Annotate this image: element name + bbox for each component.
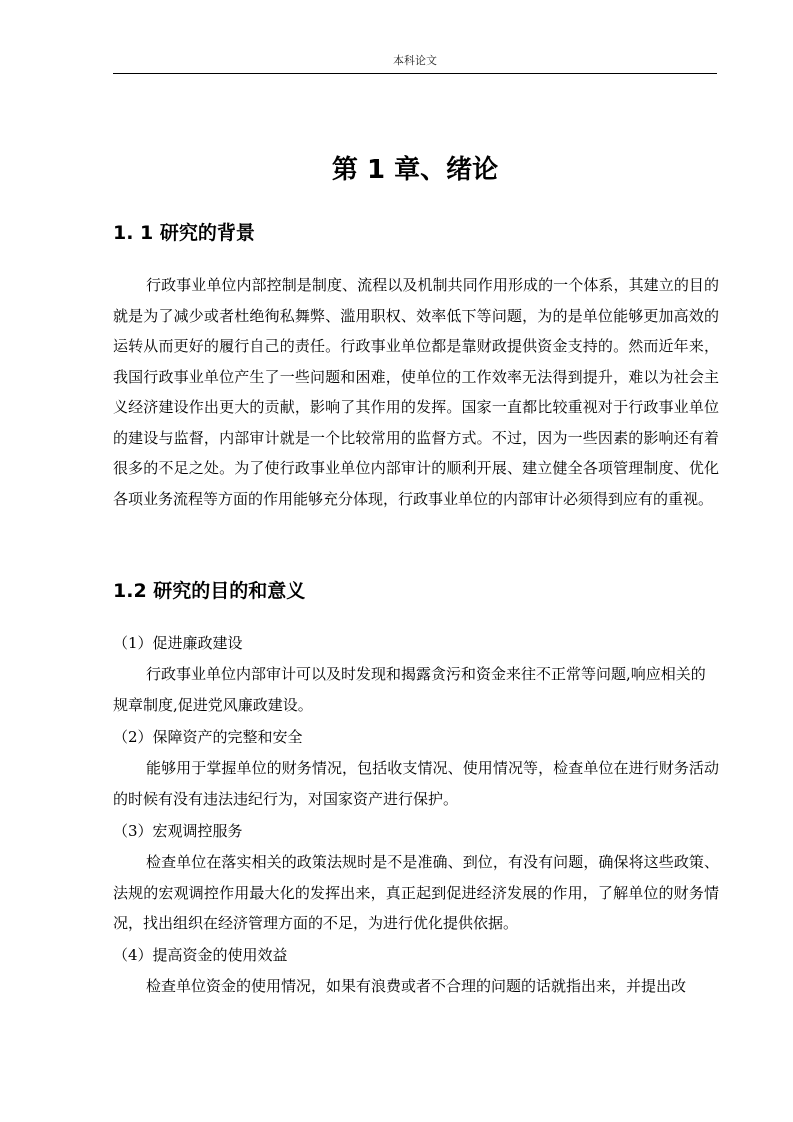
list-item-text-2: 能够用于掌握单位的财务情况，包括收支情况、使用情况等，检查单位在进行财务活动的时候有没有违法违纪行为，对国家资产进行保护。 <box>113 759 719 808</box>
list-item-heading-3: （3）宏观调控服务 <box>113 822 243 840</box>
paragraph-background: 行政事业单位内部控制是制度、流程以及机制共同作用形成的一个体系，其建立的目的就是为了减少或者杜绝徇私舞弊、滥用职权、效率低下等问题，为的是单位能够更加高效的运转从而更好的履行自己的责任。行政事业单位都是靠财政提供资金支持的。然而近年来，我国行政事业单位产生了一些问题和困难，使单位的工作效率无法得到提升，难以为社会主义经济建设作出更大的贡献，影响了其作用的发挥。国家一直都比较重视对于行政事业单位的建设与监督，内部审计就是一个比较常用的监督方式。不过，因为一些因素的影响还有着很多的不足之处。为了使行政事业单位内部审计的顺利开展、建立健全各项管理制度、优化各项业务流程等方面的作用能够充分体现，行政事业单位的内部审计必须得到应有的重视。 <box>113 276 719 508</box>
list-item-text-3: 检查单位在落实相关的政策法规时是不是准确、到位，有没有问题，确保将这些政策、法规的宏观调控作用最大化的发挥出来，真正起到促进经济发展的作用，了解单位的财务情况，找出组织在经济管理方面的不足，为进行优化提供依据。 <box>113 853 719 932</box>
chapter-title: 第 1 章、绪论 <box>331 155 499 185</box>
page-header: 本科论文 <box>393 54 437 67</box>
header-divider <box>113 73 717 74</box>
list-item-text-4: 检查单位资金的使用情况，如果有浪费或者不合理的问题的话就指出来，并提出改 <box>146 977 687 995</box>
section-title-1-1: 1. 1 研究的背景 <box>113 222 255 244</box>
list-item-heading-1: （1）促进廉政建设 <box>113 634 243 652</box>
list-item-heading-2: （2）保障资产的完整和安全 <box>113 728 303 746</box>
list-item-heading-4: （4）提高资金的使用效益 <box>113 946 288 964</box>
section-title-1-2: 1.2 研究的目的和意义 <box>113 580 306 602</box>
list-item-text-1: 行政事业单位内部审计可以及时发现和揭露贪污和资金来往不正常等问题,响应相关的规章制度,促进党风廉政建设。 <box>113 665 706 714</box>
